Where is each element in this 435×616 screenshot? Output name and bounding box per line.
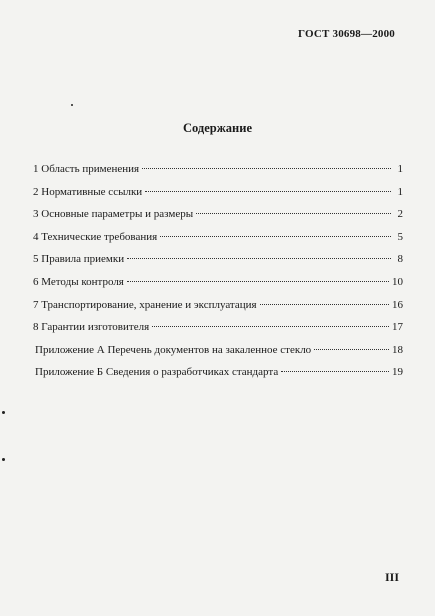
toc-entry-label: 2 Нормативные ссылки <box>33 185 143 198</box>
toc-entry <box>33 163 403 186</box>
toc-entry <box>33 208 403 231</box>
toc-entry-page: 18 <box>392 343 403 356</box>
toc-entry-page: 5 <box>397 230 403 243</box>
dot-leader <box>142 168 391 169</box>
toc-entry-label: 5 Правила приемки <box>33 253 125 266</box>
toc-entry <box>33 321 403 344</box>
dot-leader <box>160 236 391 237</box>
toc-entry-page: 19 <box>392 366 403 379</box>
scan-speck <box>2 458 5 461</box>
toc-entry-label: 4 Технические требования <box>33 230 158 243</box>
dot-leader <box>281 371 389 372</box>
toc-entry-label: Приложение А Перечень документов на закаленное стекло <box>35 343 312 356</box>
page-title: Содержание <box>182 121 252 135</box>
toc-entry <box>33 186 403 209</box>
toc-entry-page: 10 <box>392 275 403 288</box>
toc-entry-page: 16 <box>392 298 403 311</box>
page-number: III <box>384 570 399 584</box>
dot-leader <box>127 258 391 259</box>
dot-leader <box>127 281 389 282</box>
toc-entry-label: 3 Основные параметры и размеры <box>33 208 194 221</box>
scan-speck <box>71 104 73 106</box>
toc-entry <box>33 344 403 367</box>
scan-speck <box>2 411 5 414</box>
toc-entry <box>33 276 403 299</box>
table-of-contents <box>33 163 403 389</box>
dot-leader <box>314 349 389 350</box>
dot-leader <box>260 304 389 305</box>
document-id: ГОСТ 30698—2000 <box>298 28 395 40</box>
dot-leader <box>196 213 391 214</box>
toc-entry-label: 1 Область применения <box>33 163 140 175</box>
toc-entry-page: 1 <box>397 185 403 198</box>
toc-entry-label: 8 Гарантии изготовителя <box>33 321 150 334</box>
toc-entry-page: 1 <box>397 163 403 175</box>
toc-entry-label: 6 Методы контроля <box>33 275 124 288</box>
toc-entry <box>33 253 403 276</box>
dot-leader <box>145 191 391 192</box>
toc-entry <box>33 299 403 322</box>
toc-entry-label: 7 Транспортирование, хранение и эксплуатация <box>33 298 257 311</box>
toc-entry <box>33 366 403 389</box>
toc-entry-page: 2 <box>397 208 403 221</box>
dot-leader <box>152 326 389 327</box>
toc-entry-page: 8 <box>397 253 403 266</box>
toc-entry <box>33 231 403 254</box>
toc-entry-label: Приложение Б Сведения о разработчиках стандарта <box>35 366 279 379</box>
toc-entry-page: 17 <box>392 321 403 334</box>
